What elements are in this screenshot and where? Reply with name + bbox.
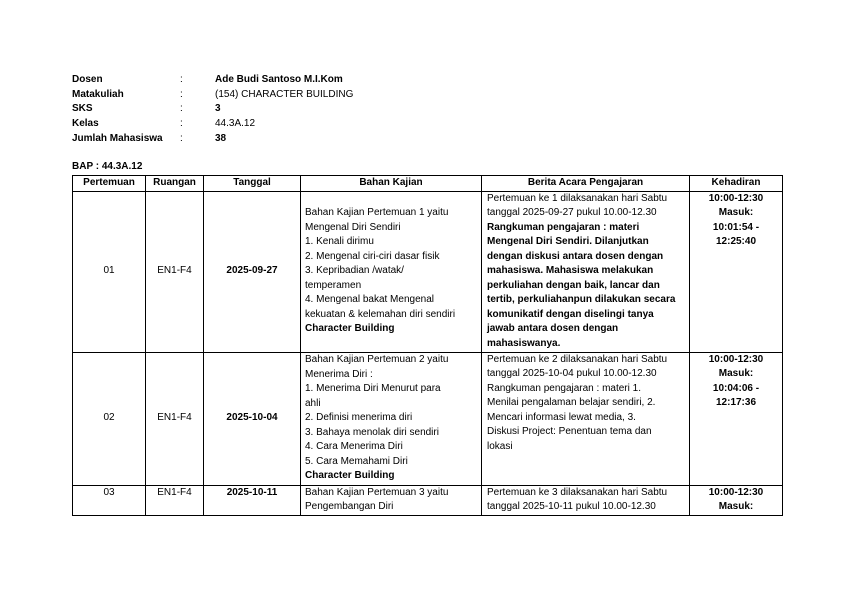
kehadiran-line: 10:04:06 -: [712, 382, 760, 394]
berita-line: tertib, perkuliahanpun dilakukan secara: [487, 294, 676, 305]
info-row: [72, 117, 353, 132]
header-bahan-kajian: Bahan Kajian: [301, 176, 482, 192]
cell-tanggal: 2025-10-04: [204, 352, 301, 485]
course-info: [72, 73, 353, 147]
cell-tanggal: 2025-10-11: [204, 485, 301, 515]
berita-line: Rangkuman pengajaran : materi 1.: [487, 382, 641, 394]
info-value: (154) CHARACTER BUILDING: [215, 88, 354, 100]
cell-kehadiran: [690, 352, 783, 485]
info-value: 38: [215, 132, 227, 144]
bahan-line: temperamen: [305, 279, 362, 291]
cell-kehadiran: [690, 485, 783, 515]
berita-line: Mengenal Diri Sendiri. Dilanjutkan: [487, 236, 649, 247]
cell-pertemuan: 02: [73, 352, 146, 485]
info-value: 44.3A.12: [215, 118, 256, 130]
bahan-line: Menerima Diri :: [305, 368, 373, 380]
berita-line: Pertemuan ke 1 dilaksanakan hari Sabtu: [487, 192, 668, 204]
berita-line: perkuliahan dengan baik, lancar dan: [487, 279, 660, 291]
berita-line: tanggal 2025-10-11 pukul 10.00-12.30: [487, 501, 656, 512]
bahan-line: Bahan Kajian Pertemuan 1 yaitu: [305, 207, 449, 219]
header-berita-acara: Berita Acara Pengajaran: [482, 176, 690, 192]
bahan-line: Bahan Kajian Pertemuan 3 yaitu: [305, 486, 449, 498]
cell-bahan-kajian: [301, 485, 482, 515]
cell-berita-acara: [482, 191, 690, 352]
info-label: Dosen: [72, 74, 103, 85]
bahan-footer: Character Building: [305, 323, 395, 335]
berita-line: mahasiswanya.: [487, 337, 561, 349]
bahan-line: 4. Mengenal bakat Mengenal: [305, 294, 434, 306]
bahan-line: Mengenal Diri Sendiri: [305, 221, 401, 233]
bahan-line: 2. Mengenal ciri-ciri dasar fisik: [305, 250, 440, 262]
kehadiran-line: 10:00-12:30: [708, 192, 764, 204]
berita-line: Diskusi Project: Penentuan tema dan: [487, 426, 652, 437]
berita-line: komunikatif dengan diselingi tanya: [487, 308, 654, 320]
info-row: [72, 132, 353, 147]
info-colon: :: [180, 118, 183, 130]
berita-line: lokasi: [487, 440, 513, 452]
cell-pertemuan: 03: [73, 485, 146, 515]
cell-tanggal: 2025-09-27: [204, 191, 301, 352]
kehadiran-line: 10:00-12:30: [708, 353, 764, 365]
berita-line: tanggal 2025-09-27 pukul 10.00-12.30: [487, 207, 657, 218]
header-kehadiran: Kehadiran: [690, 176, 783, 192]
berita-line: tanggal 2025-10-04 pukul 10.00-12.30: [487, 368, 657, 379]
bahan-line: 5. Cara Memahami Diri: [305, 455, 408, 467]
kehadiran-line: 12:25:40: [715, 236, 757, 247]
cell-bahan-kajian: [301, 191, 482, 352]
bahan-line: 2. Definisi menerima diri: [305, 412, 413, 424]
table-row: [73, 485, 783, 515]
info-row: [72, 73, 353, 88]
bahan-footer: Character Building: [305, 470, 395, 482]
bahan-line: 1. Menerima Diri Menurut para: [305, 383, 441, 395]
cell-ruangan: EN1-F4: [146, 191, 204, 352]
bahan-line: 3. Kepribadian /watak/: [305, 265, 404, 277]
info-value: 3: [215, 103, 221, 115]
berita-line: jawab antara dosen dengan: [487, 323, 619, 334]
bahan-line: 4. Cara Menerima Diri: [305, 441, 403, 453]
cell-ruangan: EN1-F4: [146, 352, 204, 485]
kehadiran-line: 12:17:36: [715, 397, 757, 408]
bap-title: BAP : 44.3A.12: [72, 161, 143, 172]
berita-line: Menilai pengalaman belajar sendiri, 2.: [487, 397, 656, 408]
info-row: [72, 88, 353, 103]
header-pertemuan: Pertemuan: [73, 176, 146, 192]
cell-pertemuan: 01: [73, 191, 146, 352]
kehadiran-line: Masuk:: [718, 207, 754, 218]
info-colon: :: [180, 88, 183, 100]
berita-line: dengan diskusi antara dosen dengan: [487, 250, 664, 262]
bahan-line: Bahan Kajian Pertemuan 2 yaitu: [305, 354, 449, 366]
cell-berita-acara: [482, 485, 690, 515]
bap-table: [72, 175, 783, 516]
table-row: [73, 191, 783, 352]
info-label: Kelas: [72, 118, 99, 130]
bahan-line: ahli: [305, 397, 321, 409]
table-header-row: [73, 176, 783, 192]
table-row: [73, 352, 783, 485]
berita-line: Pertemuan ke 3 dilaksanakan hari Sabtu: [487, 486, 668, 498]
berita-line: Mencari informasi lewat media, 3.: [487, 411, 636, 423]
info-label: Jumlah Mahasiswa: [72, 132, 163, 144]
berita-line: Rangkuman pengajaran : materi: [487, 221, 640, 233]
info-label: Matakuliah: [72, 88, 124, 100]
kehadiran-line: Masuk:: [718, 368, 754, 379]
kehadiran-line: Masuk:: [718, 501, 754, 512]
info-colon: :: [180, 132, 183, 144]
cell-ruangan: EN1-F4: [146, 485, 204, 515]
info-colon: :: [180, 103, 183, 115]
cell-berita-acara: [482, 352, 690, 485]
header-tanggal: Tanggal: [204, 176, 301, 192]
cell-bahan-kajian: [301, 352, 482, 485]
cell-kehadiran: [690, 191, 783, 352]
kehadiran-line: 10:00-12:30: [708, 486, 764, 498]
info-colon: :: [180, 74, 183, 85]
berita-line: Pertemuan ke 2 dilaksanakan hari Sabtu: [487, 353, 668, 365]
info-label: SKS: [72, 103, 93, 115]
bahan-line: kekuatan & kelemahan diri sendiri: [305, 308, 456, 320]
berita-line: mahasiswa. Mahasiswa melakukan: [487, 265, 654, 276]
bahan-line: 1. Kenali dirimu: [305, 236, 374, 248]
header-ruangan: Ruangan: [146, 176, 204, 192]
info-row: [72, 102, 353, 117]
bahan-line: 3. Bahaya menolak diri sendiri: [305, 426, 439, 438]
kehadiran-line: 10:01:54 -: [712, 221, 760, 233]
bahan-line: Pengembangan Diri: [305, 501, 394, 512]
info-value: Ade Budi Santoso M.I.Kom: [215, 74, 343, 85]
